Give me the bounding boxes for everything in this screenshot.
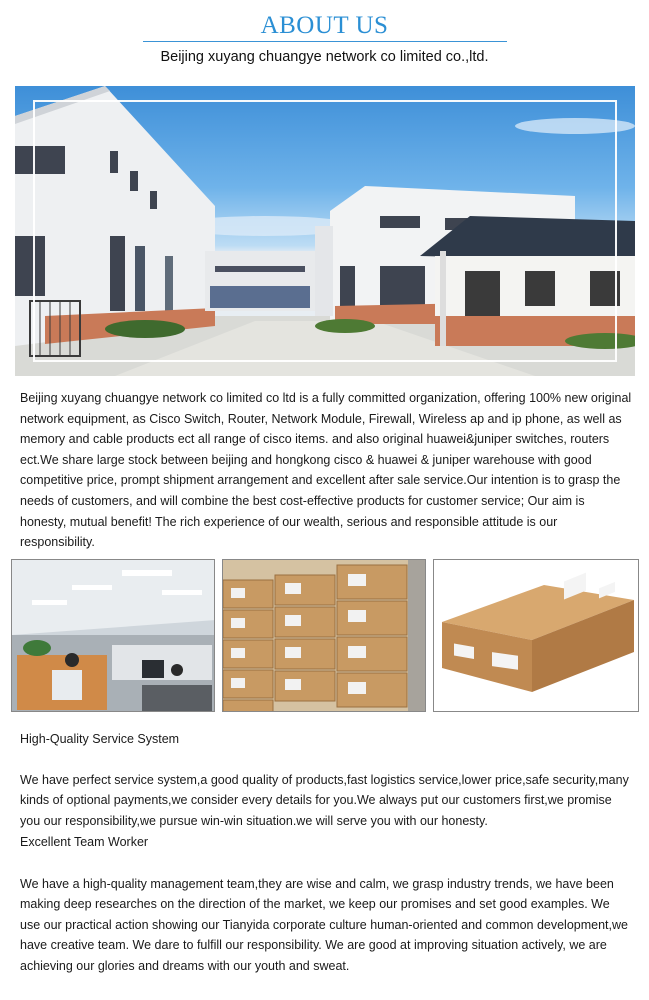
office-photo [11,559,215,712]
service-system-text: We have perfect service system,a good quality of products,fast logistics service,lower price,safe security,many kinds of optional payments,we consider every details for you.We always put our customers first,we promise you our responsibility,we pursue win-win situation.we will serve you with our honesty. [20,773,629,828]
team-worker-heading: Excellent Team Worker [20,835,149,849]
product-box-photo [433,559,639,712]
team-worker-text: We have a high-quality management team,they are wise and calm, we grasp industry trends, we have been making deep researches on the direction of the market, we keep our promises and set good examples. We use our practical action showing our Tianyida corporate culture human-oriented and common development,we have creative team. We dare to fulfill our responsibility. We are good at improving situation actively, we are achieving our glories and dreams with our youth and sweat. [20,877,628,973]
company-intro-text: Beijing xuyang chuangye network co limited co ltd is a fully committed organization, offering 100% new original network equipment, as Cisco Switch, Router, Network Module, Firewall, Wireless ap and ip phone, as well as memory and cable products ect all range of cisco items. and also original huawei&juniper switches, routers ect.We share large stock between beijing and hongkong cisco & huawei & juniper warehouse with good competitive price, prompt shipment arrangement and excellent after sale service.Our intention is to grasp the needs of customers, and will combine the best cost-effective products for customer service; Our aim is honesty, mutual benefit! The rich experience of our wealth, serious and responsible attitude is our responsibility. [20,391,632,550]
company-subtitle: Beijing xuyang chuangye network co limited co.,ltd. [160,49,489,65]
company-building-photo [15,86,635,376]
service-system-heading: High-Quality Service System [20,732,180,746]
page-title: ABOUT US [260,12,389,39]
title-divider [143,41,507,42]
warehouse-boxes-photo [222,559,426,712]
